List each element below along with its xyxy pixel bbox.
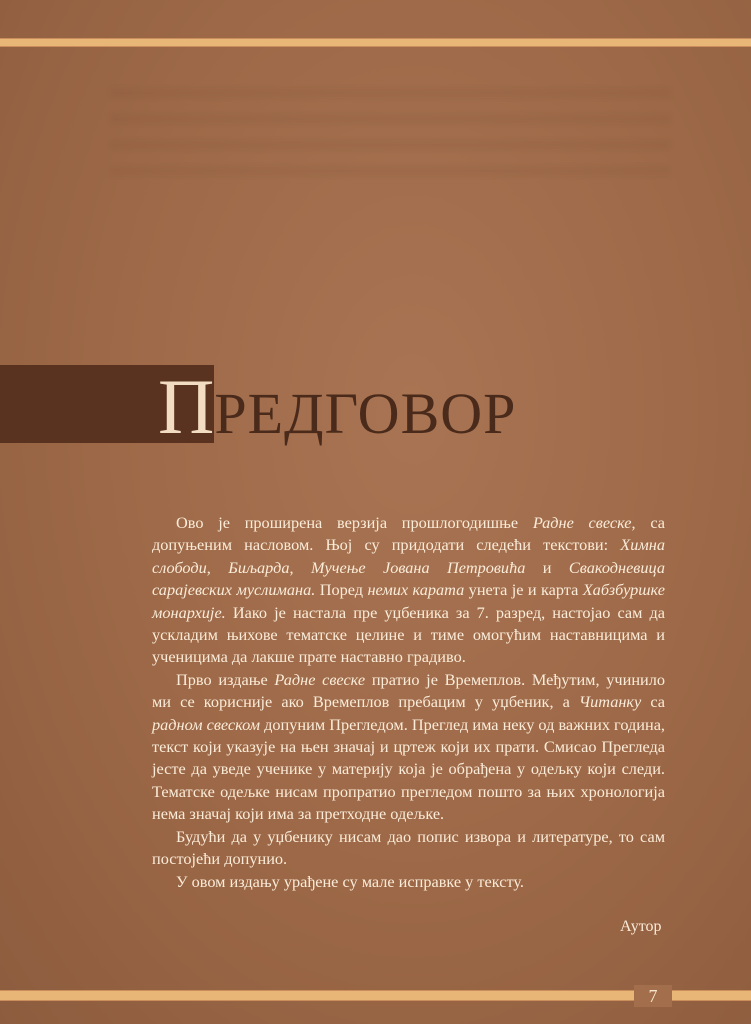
text-run: , [289, 557, 311, 577]
italic-text: Биљарда [228, 557, 290, 577]
italic-text: Свакодневица сарајевских муслимана. [152, 557, 665, 600]
italic-text: немих карата [367, 580, 465, 600]
bleed-through-texture [110, 88, 670, 178]
paragraph [152, 512, 665, 669]
italic-text: Химна слободи [152, 535, 665, 577]
text-run: Прво издање [176, 669, 275, 689]
text-run: пратио је Времеплов. Међутим, учинило ми се корисније ако Времеплов пребацим у уџбеник, а [152, 669, 666, 712]
text-run: Поред [315, 580, 368, 600]
text-run: допуним Прегледом. Преглед има неку од важних година, текст који указује на њен значај и цртеж који их прати. Смисао Прегледа јесте да уведе ученике у материју која је обрађена у одељку који следи. Тематске одељке нисам пропратио прегледом пошто за њих хронологија нема значај који има за претходне одељке. [152, 714, 666, 824]
text-run: Ово је проширена верзија прошлогодишње [176, 513, 533, 532]
page-number: 7 [634, 985, 672, 1007]
text-run: унета је и карта [464, 580, 583, 600]
italic-text: Хабзбуршке монархије. [152, 580, 665, 622]
preface-body [152, 512, 665, 893]
author-signature: Аутор [620, 918, 662, 935]
text-run: и [525, 557, 569, 577]
text-run: са [641, 692, 665, 712]
italic-text: Радне свеске [532, 513, 632, 532]
title-initial: П [158, 363, 215, 450]
paragraph [152, 826, 665, 871]
italic-text: Мучење Јована Петровића [310, 557, 526, 577]
text-run: У овом издању урађене су мале исправке у тексту. [176, 871, 524, 891]
italic-text: радном свеском [152, 714, 261, 734]
text-run: , са допуњеним насловом. Њој су придодати следећи текстови: [152, 513, 665, 555]
text-run: Иако је настала пре уџбеника за 7. разред, настојао сам да ускладим њихове тематске целине и тиме омогућим наставницима и ученицима да лакше прате наставно градиво. [152, 602, 665, 667]
paragraph [152, 669, 665, 826]
title-rest: РЕДГОВОР [214, 381, 517, 446]
text-run: Будући да у уџбенику нисам дао попис извора и литературе, то сам постојећи допунио. [152, 826, 665, 869]
top-rule [0, 38, 751, 47]
text-run: , [206, 557, 229, 577]
paragraph [152, 871, 665, 893]
page-title [158, 363, 517, 450]
italic-text: Радне свеске [274, 669, 366, 689]
italic-text: Читанку [578, 692, 642, 712]
